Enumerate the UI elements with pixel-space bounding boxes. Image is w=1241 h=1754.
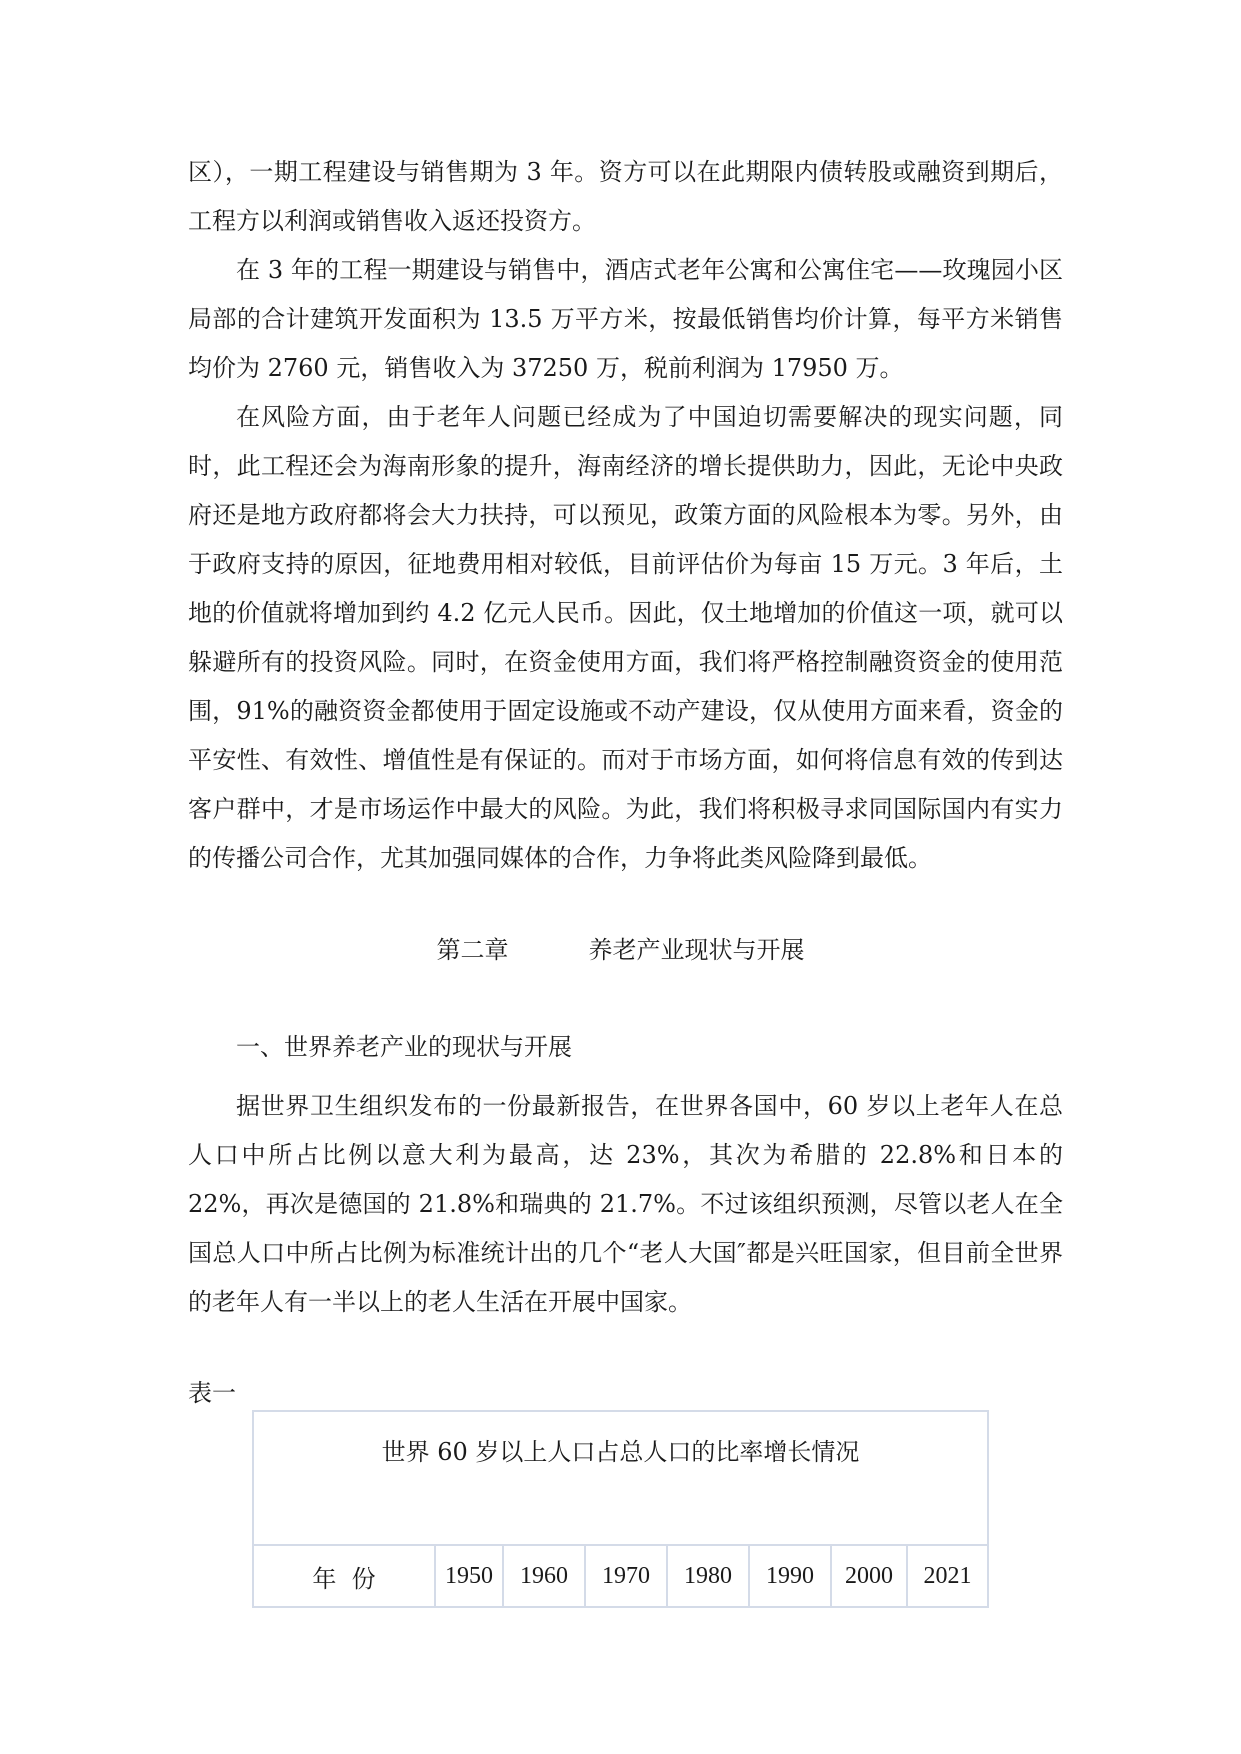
chapter-heading <box>0 930 1241 970</box>
table-cell-year: 1990 <box>749 1545 831 1607</box>
chapter-number: 第二章 <box>436 936 509 964</box>
table-cell-year: 1980 <box>667 1545 749 1607</box>
chapter-title: 养老产业现状与开展 <box>588 936 805 964</box>
table-row-header: 年 份 <box>253 1545 435 1607</box>
table-cell-year: 1970 <box>585 1545 667 1607</box>
body-paragraph: 据世界卫生组织发布的一份最新报告，在世界各国中，60 岁以上老年人在总人口中所占比例以意大利为最高，达 23%，其次为希腊的 22.8%和日本的 22%，再次是德国的 21.8%和瑞典的 21.7%。不过该组织预测，尽管以老人在全国总人口中所占比例为标准统计出的几个“老人大国″都是兴旺国家，但目前全世界的老年人有一半以上的老人生活在开展中国家。 <box>188 1092 1063 1316</box>
body-paragraph: 在 3 年的工程一期建设与销售中，酒店式老年公寓和公寓住宅——玫瑰园小区局部的合计建筑开发面积为 13.5 万平方米，按最低销售均价计算，每平方米销售均价为 2760 元，销售收入为 37250 万，税前利润为 17950 万。 <box>188 256 1063 382</box>
table-cell-year: 1950 <box>435 1545 503 1607</box>
table-title: 世界 60 岁以上人口占总人口的比率增长情况 <box>253 1411 988 1545</box>
body-paragraph: 区），一期工程建设与销售期为 3 年。资方可以在此期限内债转股或融资到期后，工程方以利润或销售收入返还投资方。 <box>188 158 1063 235</box>
data-table <box>252 1410 989 1608</box>
table-cell-year: 2021 <box>907 1545 988 1607</box>
section-heading: 一、世界养老产业的现状与开展 <box>236 1033 572 1061</box>
table-caption: 表一 <box>188 1379 236 1407</box>
body-paragraph: 在风险方面，由于老年人问题已经成为了中国迫切需要解决的现实问题，同时，此工程还会为海南形象的提升，海南经济的增长提供助力，因此，无论中央政府还是地方政府都将会大力扶持，可以预见，政策方面的风险根本为零。另外，由于政府支持的原因，征地费用相对较低，目前评估价为每亩 15 万元。3 年后，土地的价值就将增加到约 4.2 亿元人民币。因此，仅土地增加的价值这一项，就可以躲避所有的投资风险。同时，在资金使用方面，我们将严格控制融资资金的使用范围，91%的融资资金都使用于固定设施或不动产建设，仅从使用方面来看，资金的平安性、有效性、增值性是有保证的。而对于市场方面，如何将信息有效的传到达客户群中，才是市场运作中最大的风险。为此，我们将积极寻求同国际国内有实力的传播公司合作，尤其加强同媒体的合作，力争将此类风险降到最低。 <box>188 403 1063 872</box>
table-cell-year: 2000 <box>831 1545 907 1607</box>
table-cell-year: 1960 <box>503 1545 585 1607</box>
